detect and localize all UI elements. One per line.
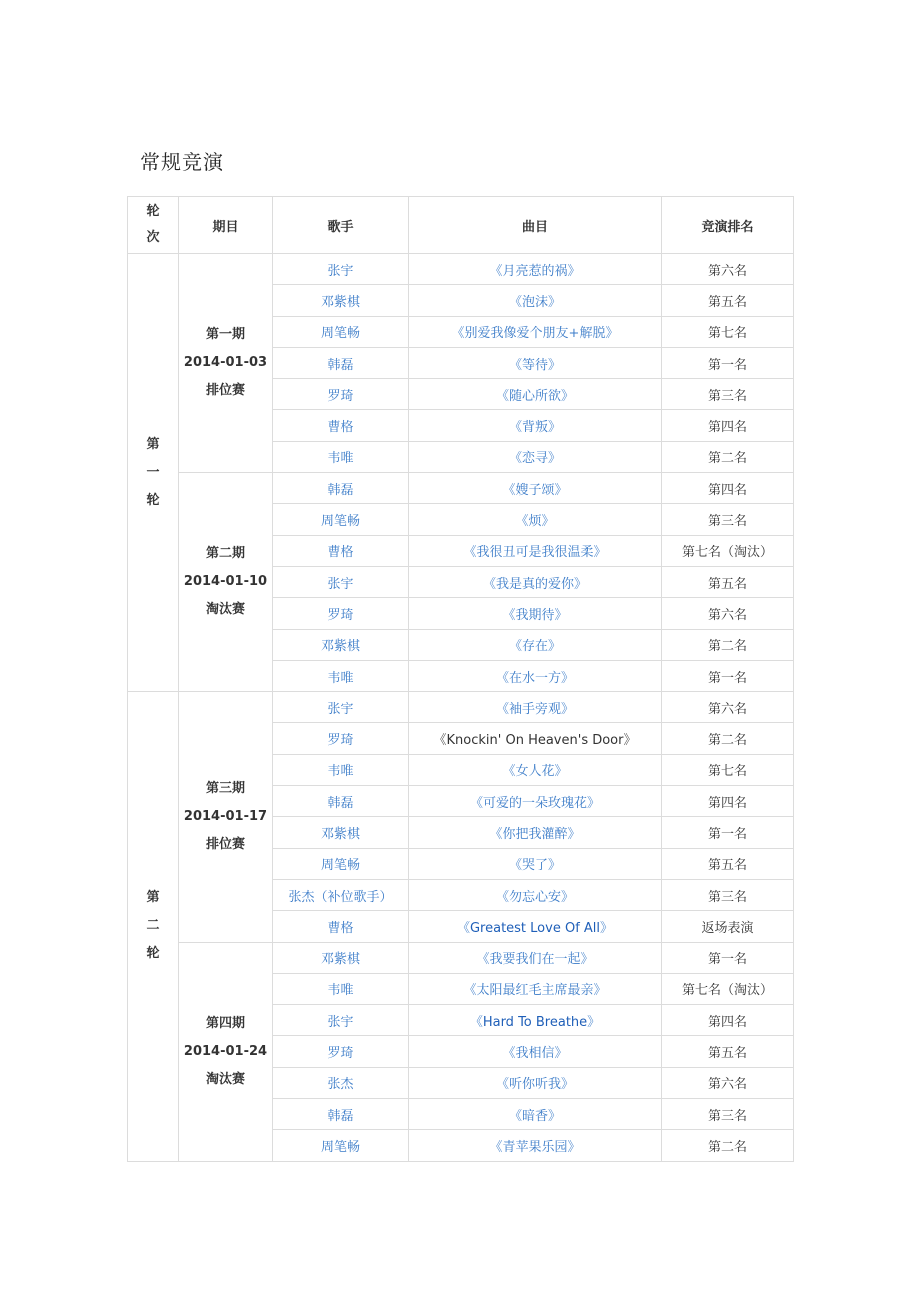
singer-cell[interactable]: 韩磊 [273,347,409,378]
song-cell[interactable]: 《随心所欲》 [409,379,662,410]
song-cell[interactable]: 《烦》 [409,504,662,535]
song-cell[interactable]: 《暗香》 [409,1099,662,1130]
singer-cell[interactable]: 张宇 [273,254,409,285]
episode-label: 第三期 2014-01-17 排位赛 [179,692,273,942]
table-body [128,254,794,1162]
song-cell[interactable]: 《嫂子颂》 [409,473,662,504]
singer-cell[interactable]: 邓紫棋 [273,817,409,848]
song-cell[interactable]: 《我相信》 [409,1036,662,1067]
song-cell[interactable]: 《Knockin' On Heaven's Door》 [409,723,662,754]
song-cell[interactable]: 《女人花》 [409,754,662,785]
singer-cell[interactable]: 韩磊 [273,1099,409,1130]
rank-cell: 第一名 [662,660,794,691]
song-cell[interactable]: 《听你听我》 [409,1067,662,1098]
rank-cell: 第四名 [662,786,794,817]
header-episode: 期目 [179,197,273,254]
rank-cell: 返场表演 [662,911,794,942]
singer-cell[interactable]: 周笔畅 [273,848,409,879]
song-cell[interactable]: 《我期待》 [409,598,662,629]
episode-label: 第二期 2014-01-10 淘汰赛 [179,473,273,692]
singer-cell[interactable]: 周笔畅 [273,316,409,347]
singer-cell[interactable]: 韦唯 [273,973,409,1004]
table-row [128,692,794,723]
singer-cell[interactable]: 曹格 [273,410,409,441]
header-singer: 歌手 [273,197,409,254]
rank-cell: 第二名 [662,723,794,754]
singer-cell[interactable]: 韦唯 [273,754,409,785]
singer-cell[interactable]: 张宇 [273,1005,409,1036]
rank-cell: 第七名（淘汰） [662,973,794,1004]
rank-cell: 第三名 [662,379,794,410]
singer-cell[interactable]: 邓紫棋 [273,942,409,973]
table-row [128,942,794,973]
song-cell[interactable]: 《袖手旁观》 [409,692,662,723]
rank-cell: 第六名 [662,254,794,285]
singer-cell[interactable]: 韦唯 [273,441,409,472]
singer-cell[interactable]: 邓紫棋 [273,285,409,316]
rank-cell: 第五名 [662,566,794,597]
competition-table [127,196,794,1162]
header-round: 轮 次 [128,197,179,254]
round-label: 第 二 轮 [128,692,179,1161]
song-cell[interactable]: 《背叛》 [409,410,662,441]
song-cell[interactable]: 《Hard To Breathe》 [409,1005,662,1036]
singer-cell[interactable]: 罗琦 [273,723,409,754]
song-cell[interactable]: 《我是真的爱你》 [409,566,662,597]
header-rank: 竞演排名 [662,197,794,254]
singer-cell[interactable]: 张杰（补位歌手） [273,879,409,910]
song-cell[interactable]: 《等待》 [409,347,662,378]
singer-cell[interactable]: 韦唯 [273,660,409,691]
singer-cell[interactable]: 曹格 [273,535,409,566]
rank-cell: 第三名 [662,879,794,910]
rank-cell: 第五名 [662,285,794,316]
header-song: 曲目 [409,197,662,254]
song-cell[interactable]: 《月亮惹的祸》 [409,254,662,285]
round-label: 第 一 轮 [128,254,179,692]
rank-cell: 第四名 [662,1005,794,1036]
song-cell[interactable]: 《恋寻》 [409,441,662,472]
song-cell[interactable]: 《别爱我像爱个朋友+解脱》 [409,316,662,347]
singer-cell[interactable]: 韩磊 [273,473,409,504]
singer-cell[interactable]: 罗琦 [273,598,409,629]
rank-cell: 第七名（淘汰） [662,535,794,566]
rank-cell: 第四名 [662,473,794,504]
rank-cell: 第一名 [662,347,794,378]
rank-cell: 第六名 [662,692,794,723]
song-cell[interactable]: 《青苹果乐园》 [409,1130,662,1161]
table-header-row [128,197,794,254]
rank-cell: 第七名 [662,316,794,347]
song-cell[interactable]: 《哭了》 [409,848,662,879]
singer-cell[interactable]: 周笔畅 [273,1130,409,1161]
singer-cell[interactable]: 罗琦 [273,1036,409,1067]
episode-label: 第一期 2014-01-03 排位赛 [179,254,273,473]
singer-cell[interactable]: 韩磊 [273,786,409,817]
song-cell[interactable]: 《勿忘心安》 [409,879,662,910]
table-row [128,473,794,504]
song-cell[interactable]: 《在水一方》 [409,660,662,691]
table-row [128,254,794,285]
page-title: 常规竞演 [140,150,224,174]
rank-cell: 第一名 [662,817,794,848]
song-cell[interactable]: 《存在》 [409,629,662,660]
singer-cell[interactable]: 张宇 [273,692,409,723]
rank-cell: 第三名 [662,1099,794,1130]
rank-cell: 第五名 [662,1036,794,1067]
rank-cell: 第五名 [662,848,794,879]
rank-cell: 第二名 [662,441,794,472]
song-cell[interactable]: 《泡沫》 [409,285,662,316]
singer-cell[interactable]: 周笔畅 [273,504,409,535]
rank-cell: 第四名 [662,410,794,441]
rank-cell: 第六名 [662,1067,794,1098]
singer-cell[interactable]: 张杰 [273,1067,409,1098]
song-cell[interactable]: 《可爱的一朵玫瑰花》 [409,786,662,817]
rank-cell: 第六名 [662,598,794,629]
singer-cell[interactable]: 罗琦 [273,379,409,410]
song-cell[interactable]: 《太阳最红毛主席最亲》 [409,973,662,1004]
singer-cell[interactable]: 邓紫棋 [273,629,409,660]
song-cell[interactable]: 《你把我灌醉》 [409,817,662,848]
singer-cell[interactable]: 张宇 [273,566,409,597]
song-cell[interactable]: 《我很丑可是我很温柔》 [409,535,662,566]
rank-cell: 第一名 [662,942,794,973]
episode-label: 第四期 2014-01-24 淘汰赛 [179,942,273,1161]
singer-cell[interactable]: 曹格 [273,911,409,942]
rank-cell: 第七名 [662,754,794,785]
rank-cell: 第三名 [662,504,794,535]
song-cell[interactable]: 《我要我们在一起》 [409,942,662,973]
song-cell[interactable]: 《Greatest Love Of All》 [409,911,662,942]
rank-cell: 第二名 [662,629,794,660]
rank-cell: 第二名 [662,1130,794,1161]
